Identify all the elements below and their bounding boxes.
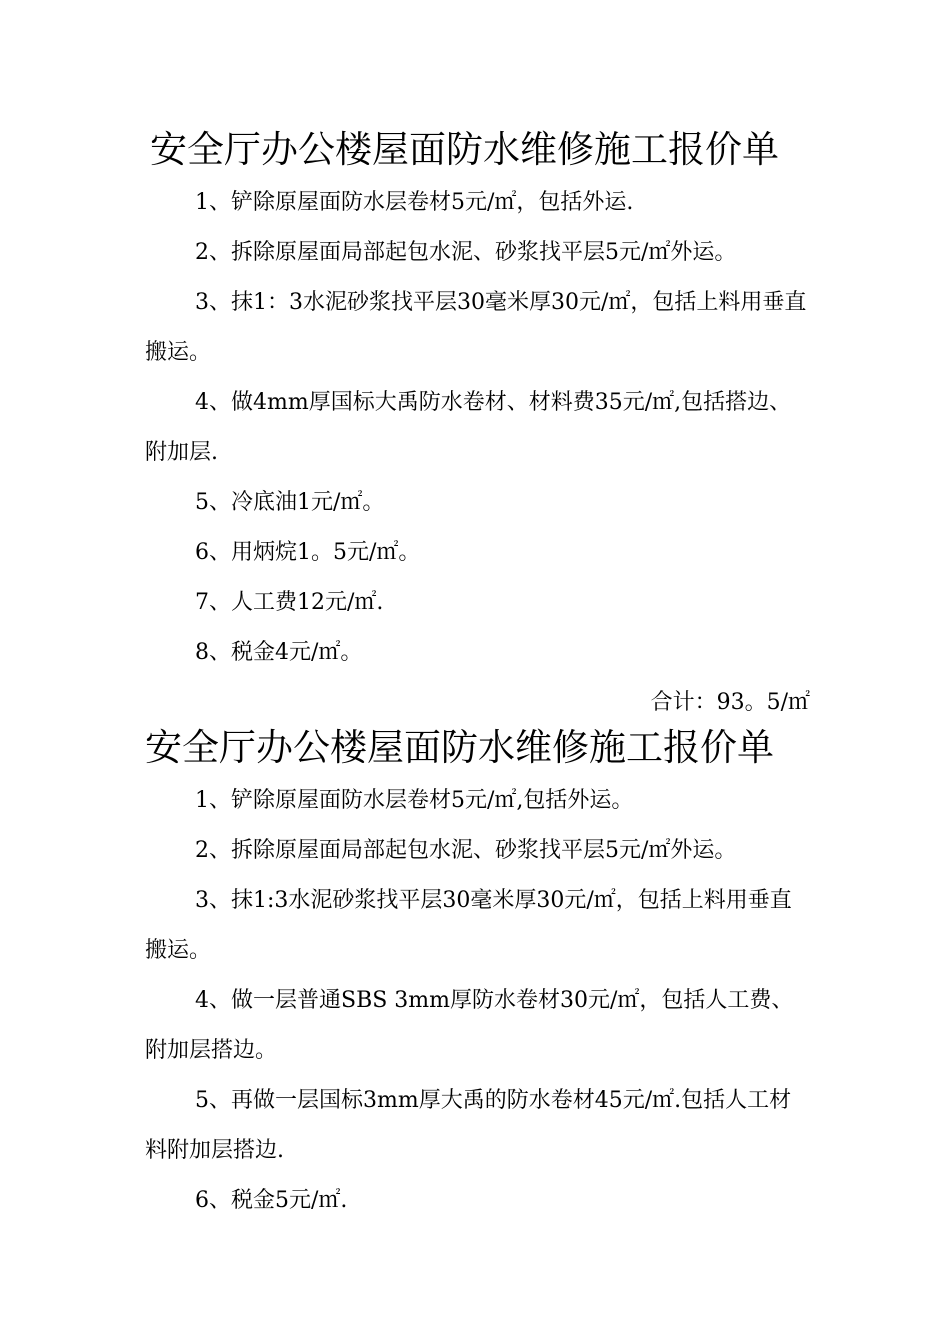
quote-item: 1、铲除原屋面防水层卷材5元/㎡,包括外运。 [195, 788, 634, 813]
quote-section-2 [145, 720, 810, 1226]
section-title: 安全厅办公楼屋面防水维修施工报价单 [145, 726, 774, 769]
quote-item: 4、做一层普通SBS 3mm厚防水卷材30元/㎡，包括人工费、附加层搭边。 [145, 988, 794, 1063]
quote-item: 2、拆除原屋面局部起包水泥、砂浆找平层5元/㎡外运。 [195, 838, 737, 863]
quote-item: 8、税金4元/㎡。 [195, 640, 363, 665]
quote-item: 3、抹1:3水泥砂浆找平层30毫米厚30元/㎡，包括上料用垂直搬运。 [145, 888, 792, 963]
quote-item: 4、做4mm厚国标大禹防水卷材、材料费35元/㎡,包括搭边、附加层. [145, 390, 792, 465]
quote-item: 5、冷底油1元/㎡。 [195, 490, 385, 515]
section-title: 安全厅办公楼屋面防水维修施工报价单 [150, 128, 779, 171]
quote-item: 2、拆除原屋面局部起包水泥、砂浆找平层5元/㎡外运。 [195, 240, 737, 265]
quote-item: 6、用炳烷1。5元/㎡。 [195, 540, 421, 565]
quote-item: 5、再做一层国标3mm厚大禹的防水卷材45元/㎡.包括人工材料附加层搭边. [145, 1088, 792, 1163]
quote-total: 合计：93。5/㎡ [650, 690, 810, 715]
quote-section-1 [145, 122, 810, 728]
quote-item: 1、铲除原屋面防水层卷材5元/㎡，包括外运. [195, 190, 634, 215]
quote-item: 7、人工费12元/㎡. [195, 590, 384, 615]
quote-item: 6、税金5元/㎡. [195, 1188, 348, 1213]
quote-item: 3、抹1：3水泥砂浆找平层30毫米厚30元/㎡，包括上料用垂直搬运。 [145, 290, 807, 365]
